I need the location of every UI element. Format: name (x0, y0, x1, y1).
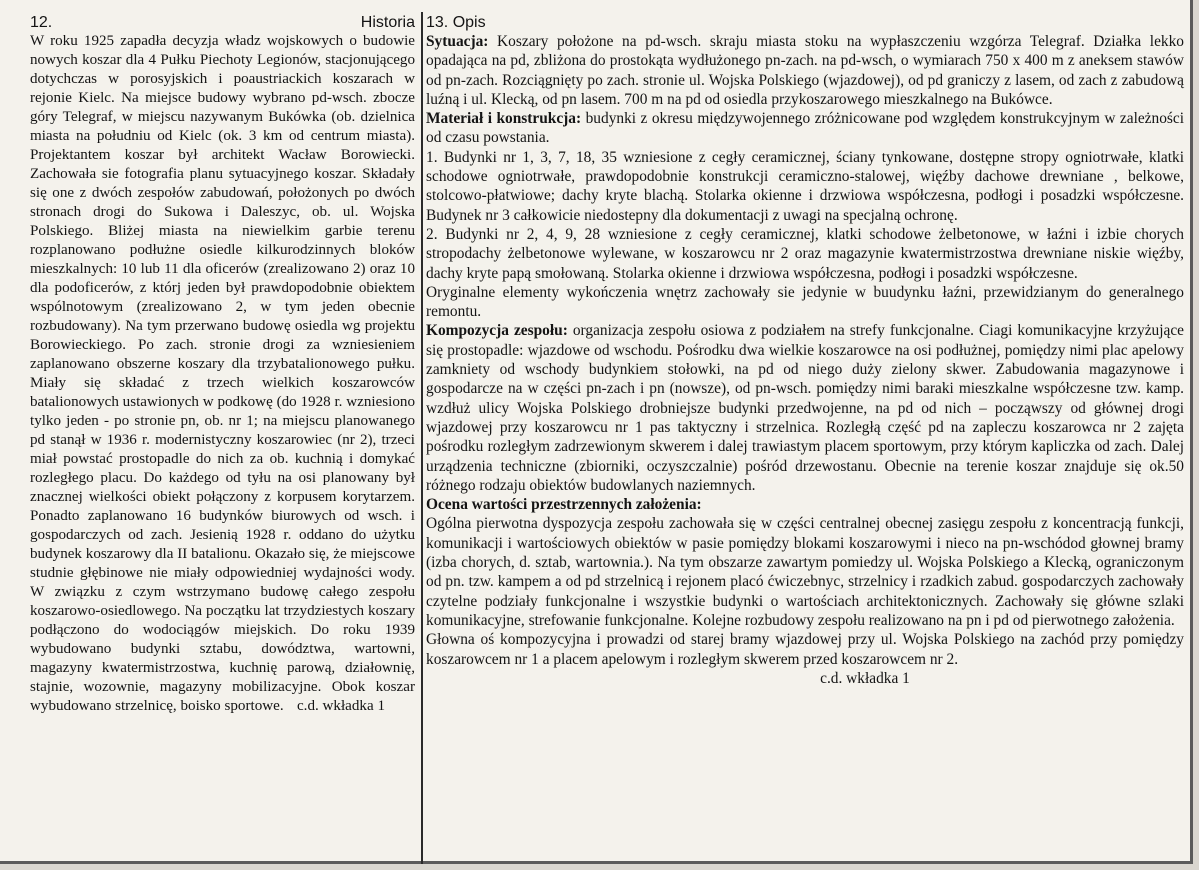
sytuacja-label: Sytuacja: (426, 33, 489, 50)
ocena-paragraph: Ogólna pierwotna dyspozycja zespołu zachowała się w części centralnej obecnej zasięgu zespołu z koncentracją funkcji, komunikacji i wartościowych obiektów w pasie pomiędzy blokami koszarowymi i nieco na pn-wschódod głownej bramy (izba chorych, d. sztab, wartownia.). Na tym obszarze zawartym pomiedzy ul. Wojska Polskiego a Klecką, ograniczonym od pn. tzw. kampem a od pd strzelnicą i rejonem placó ćwiczebnyc, strzelnicy i rzadkich zabud. gospodarczych zachowały czytelne podziały funkcjonalne i wszystkie budynki o wartościach architektonicznych. Zachowały się główne szlaki komunikacyjne, strefowanie funkcjonalne. Kolejne rozbudowy zespołu realizowano na pn i pd od pierwotnego założenia. (426, 515, 1184, 629)
description-continuation: c.d. wkładka 1 (820, 669, 910, 687)
sytuacja-text: Koszary położone na pd-wsch. skraju miasta stoku na wypłaszczeniu wzgórza Telegraf. Działka lekko opadająca na pd, zbliżona do prostokąta wydłużonego pn-zach. na pd-wsch, o wymiarach 750 x 400 m z aneksem stawów od pn-zach. Rozciągnięty po zach. stronie ul. Wojska Polskiego (wjazdowej), od pd graniczy z lasem, od zach z zabudową luźną i ul. Klecką, od pn lasem. 700 m na pd od osiedla przykoszarowego mieszkalnego na Bukówce. (426, 33, 1184, 108)
material-paragraph (426, 109, 1184, 148)
kompozycja-label: Kompozycja zespołu: (426, 322, 568, 340)
sytuacja-paragraph (426, 32, 1184, 109)
axis-paragraph: Głowna oś kompozycyjna i prowadzi od starej bramy wjazdowej przy ul. Wojska Polskiego na zachód przy pomiędzy koszarowcem nr 1 a placem apelowym i rozległym skwerem przed koszarowcem nr 2. (426, 631, 1184, 668)
buildings-item-2: 2. Budynki nr 2, 4, 9, 28 wzniesione z cegły ceramicznej, klatki schodowe żelbetonowe, w łaźni i izbie chorych stropodachy żelbetonowe wylewane, w koszarowcu nr 2 oraz magazynie kwatermistrzostwa drewniane niskie więźby, dachy kryte papą smołowaną. Stolarka okienne i drzwiowa współczesna, podłogi i posadzki współczesne. (426, 225, 1184, 282)
history-column (30, 12, 415, 862)
description-title: 13. Opis (426, 14, 486, 31)
material-label: Materiał i konstrukcja: (426, 110, 582, 128)
buildings-item-1: 1. Budynki nr 1, 3, 7, 18, 35 wzniesione z cegły ceramicznej, ściany tynkowane, dostępne stropy ogniotrwałe, klatki schodowe ogniotrwałe, prawdopodobnie konstrukcji ceramiczno-stalowej, więźby dachowe drewniane , belkowe, stolcowo-płatwiowe; dachy kryte blachą. Stolarka okienne i drzwiowa współczesna, podłogi i posadzki współczesne. Budynek nr 3 całkowicie niedostepny dla dokumentacji z uwagi na specjalną ochronę. (426, 148, 1184, 224)
description-body (426, 32, 1184, 688)
description-column (426, 12, 1184, 862)
history-paragraph: W roku 1925 zapadła decyzja władz wojskowych o budowie nowych koszar dla 4 Pułku Piechoty Legionów, stacjonującego dotychczas w porosyjskich i poaustriackich koszarach w rejonie Kielc. Na miejsce budowy wybrano pd-wsch. zbocze góry Telegraf, w miejscu nazywanym Bukówka (ob. dzielnica miasta na południu od Kielc (ok. 3 km od centrum miasta). Projektantem koszar był architekt Wacław Borowiecki. Zachowała sie fotografia planu sytuacyjnego koszar. Składały się one z dwóch zespołów zabudowań, położonych po dwóch stronach drogi do Sukowa i Daleszyc, ob. ul. Wojska Polskiego. Bliżej miasta na niewielkim garbie terenu rozplanowano podłużne osiedle kilkurodzinnych bloków mieszkalnych: 10 lub 11 dla oficerów (zrealizowano 2) oraz 10 dla podoficerów, z którj jeden był prawdopodobnie obiektem wspólnotowym (zrealizowano 2, w tym jeden obecnie rozbudowany). Na tym przerwano budowę osiedla wg projektu Borowieckiego. Po zach. stronie drogi za wzniesieniem zaplanowano obszerne koszary dla trzybatalionowego pułku. Miały się składać z trzech wielkich koszarowców batalionowych ustawionych w podkowę (do 1928 r. wzniesiono tylko jeden - po stronie pn, ob. nr 1; na miejscu planowanego pd stanął w 1936 r. modernistyczny koszarowiec (nr 2), trzeci miał powstać prostopadle do nich za ob. kuchnią i domykać rozległego placu. Do każdego od tyłu na osi planowany był znacznej wielkości obiekt połączony z korpusem korytarzem. Ponadto zaplanowano 16 budynków biurowych od wsch. i gospodarczych od zach. Jesienią 1928 r. oddano do użytku budynek koszarowy dla II batalionu. Okazało się, że miejscowe studnie głębinowe nie miały odpowiedniej wydajności wody. W związku z czym wstrzymano budowę całego zespołu koszarowo-osiedlowego. Na początku lat trzydziestych koszary podłączono do wodociągów miejskich. Do roku 1939 wybudowano budynki sztabu, dowództwa, wartowni, magazyny kwatermistrzostwa, kuchnię parową, działownię, stajnie, wozownie, magazyny mobilizacyjne. Obok koszar wybudowano strzelnicę, boisko sportowe. (30, 33, 415, 714)
kompozycja-paragraph (426, 321, 1184, 495)
history-body (30, 32, 415, 716)
material-text: budynki z okresu międzywojennego zróżnicowane pod względem konstrukcyjnym w zależności od czasu powstania. (426, 110, 1184, 147)
section-number: 12. (30, 14, 53, 31)
ocena-heading (426, 495, 1184, 514)
history-continuation: c.d. wkładka 1 (296, 698, 385, 714)
original-elements: Oryginalne elementy wykończenia wnętrz zachowały sie jedynie w buudynku łaźni, przewidzianym do generalnego remontu. (426, 283, 1184, 321)
kompozycja-text: organizacja zespołu osiowa z podziałem na strefy funkcjonalne. Ciagi komunikacyjne krzyżujące się prostopadle: wjazdowe od wschodu. Pośrodku dwa wielkie koszarowce na osi podłużnej, pomiędzy nimi plac apelowy zamkniety od wschody budynkiem stołowki, na pd od niego duży zielony skwer. Zabudowania magazynowe i gospodarcze na w części pn-zach i pn (nowsze), od pn-wsch. pomiędzy nimi baraki mieszkalne współczesne tzw. kamp. wzdłuż ulicy Wojska Polskiego drobniejsze budynki przedwojenne, na pd od nich – począwszy od głównej drogi wjazdowej przy koszarowcu nr 1 pas taktyczny i strzelnica. Rozległą część pd na zapleczu koszarowca nr 2 zajęta pośrodku rozległym zadrzewionym skwerem i dalej trawiastym placem sportowym, przy którym kapliczka od zach. Dalej urządzenia techniczne (zbiorniki, oczyszczalnie) pośród drzewostanu. Obecnie na terenie koszar znajduje się ok.50 różnego rodzaju obiektów budowlanych naziemnych. (426, 322, 1184, 494)
ocena-label: Ocena wartości przestrzennych założenia: (426, 496, 702, 514)
description-header (426, 12, 1184, 32)
history-header (30, 12, 415, 32)
column-divider (421, 12, 423, 864)
section-title: Historia (360, 14, 415, 31)
